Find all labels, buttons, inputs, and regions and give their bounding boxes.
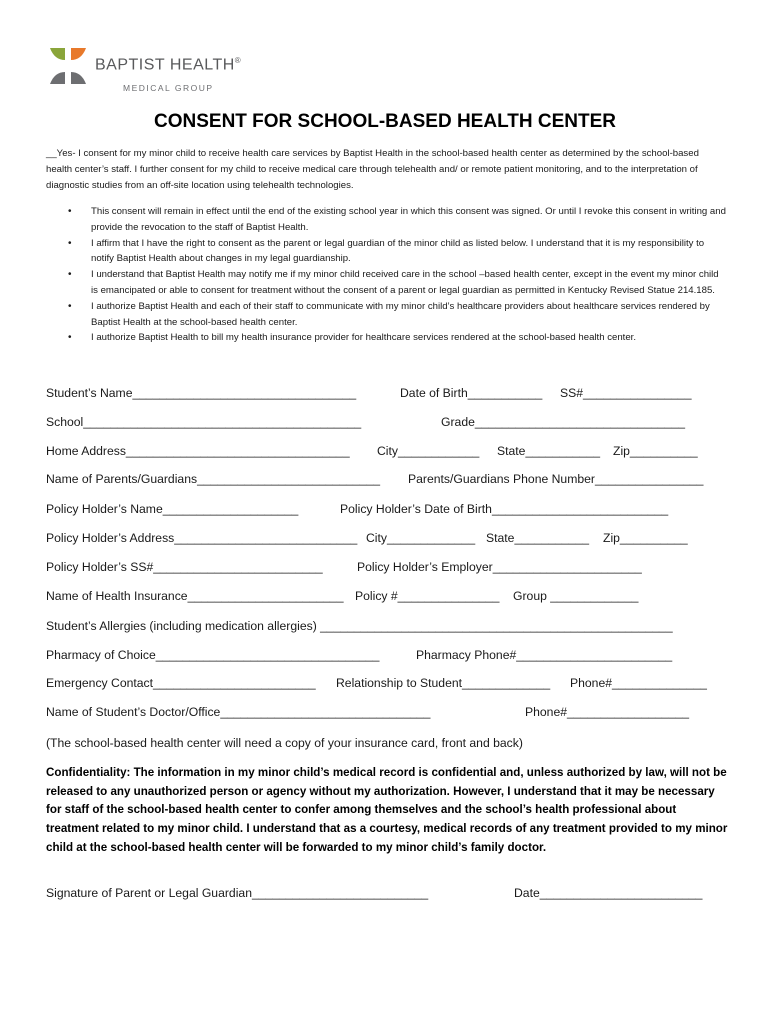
parents-row (46, 472, 726, 490)
policy-holder-zip-field[interactable]: Zip__________ (603, 531, 688, 545)
parents-phone-field[interactable]: Parents/Guardians Phone Number________________ (408, 472, 704, 486)
relationship-field[interactable]: Relationship to Student_____________ (336, 676, 551, 690)
insurance-card-note: (The school-based health center will need a copy of your insurance card, front and back) (46, 736, 523, 750)
confidentiality-paragraph: Confidentiality: The information in my minor child’s medical record is confidential and, unless authorized by law, will not be released to any unauthorized person or agency without my authorization. However, I understand that it may be necessary for staff of the school-based health center to confer among themselves and the school’s health professional about treatment related to my minor child. I understand that as a courtesy, medical records of any treatment provided to my minor child at the school-based health center will be forwarded to my minor child’s family doctor. (46, 766, 728, 854)
zip-field[interactable]: Zip__________ (613, 444, 698, 458)
leaf-mark-icon (48, 46, 88, 88)
signature-row (46, 886, 726, 904)
policy-holder-state-field[interactable]: State___________ (486, 531, 590, 545)
policy-holder-employer-field[interactable]: Policy Holder’s Employer______________________ (357, 560, 642, 574)
consent-bullets (46, 204, 728, 346)
policy-holder-address-row (46, 531, 726, 549)
student-row (46, 386, 726, 404)
bullet-item: • I understand that Baptist Health may notify me if my minor child received care in the school –based health center, except in the event my minor child is emancipated or able to consent for treatment without the consent of a parent or legal guardian as permitted in Kentucky Revised Statue 214.185. (46, 267, 728, 299)
policy-holder-address-field[interactable]: Policy Holder’s Address___________________________ (46, 531, 358, 545)
parents-name-field[interactable]: Name of Parents/Guardians___________________________ (46, 472, 381, 486)
bullet-item: • I authorize Baptist Health and each of their staff to communicate with my minor child’s healthcare providers about healthcare services rendered by Baptist Health at the school-based health center. (46, 299, 728, 331)
city-field[interactable]: City____________ (377, 444, 480, 458)
page-title: CONSENT FOR SCHOOL-BASED HEALTH CENTER (154, 111, 616, 132)
brand-name: BAPTIST HEALTH® (95, 56, 242, 74)
policy-holder-ssn-row (46, 560, 726, 578)
student-name-field[interactable]: Student’s Name_________________________________ (46, 386, 357, 400)
insurance-row (46, 589, 726, 607)
brand-subtitle: MEDICAL GROUP (123, 83, 214, 93)
home-address-field[interactable]: Home Address_________________________________ (46, 444, 350, 458)
doctor-row (46, 705, 726, 723)
policy-holder-name-field[interactable]: Policy Holder’s Name____________________ (46, 502, 299, 516)
doctor-field[interactable]: Name of Student’s Doctor/Office_______________________________ (46, 705, 431, 719)
bullet-item: • I affirm that I have the right to consent as the parent or legal guardian of the minor child as listed below. I understand that it is my responsibility to notify Baptist Health about changes in my legal guardianship. (46, 236, 728, 268)
grade-field[interactable]: Grade_______________________________ (441, 415, 685, 429)
bullet-item: • I authorize Baptist Health to bill my health insurance provider for healthcare services rendered at the school-based health center. (46, 330, 728, 346)
pharmacy-phone-field[interactable]: Pharmacy Phone#_______________________ (416, 648, 673, 662)
ssn-field[interactable]: SS#________________ (560, 386, 692, 400)
policy-holder-ssn-field[interactable]: Policy Holder’s SS#_________________________ (46, 560, 323, 574)
bullet-item: • This consent will remain in effect until the end of the existing school year in which this consent was signed. Or until I revoke this consent in writing and provide the revocation to the staff of Baptist Health. (46, 204, 728, 236)
state-field[interactable]: State___________ (497, 444, 601, 458)
address-row (46, 444, 726, 462)
school-field[interactable]: School_________________________________________ (46, 415, 362, 429)
consent-intro: __Yes- I consent for my minor child to receive health care services by Baptist Health in the school-based health center as determined by the school-based health center’s staff. I further consent for my child to receive medical care through telehealth and/ or remote patient monitoring, and to the interpretation of diagnostic studies from an off-site location using telehealth technologies. (46, 148, 699, 191)
emergency-contact-field[interactable]: Emergency Contact________________________ (46, 676, 316, 690)
policy-number-field[interactable]: Policy #_______________ (355, 589, 500, 603)
emergency-phone-field[interactable]: Phone#______________ (570, 676, 707, 690)
signature-date-field[interactable]: Date________________________ (514, 886, 703, 900)
baptist-health-logo (48, 44, 258, 96)
signature-field[interactable]: Signature of Parent or Legal Guardian__________________________ (46, 886, 429, 900)
emergency-row (46, 676, 726, 694)
allergies-field[interactable]: Student’s Allergies (including medication allergies) ____________________________________________________ (46, 619, 673, 633)
doctor-phone-field[interactable]: Phone#__________________ (525, 705, 690, 719)
date-of-birth-field[interactable]: Date of Birth___________ (400, 386, 543, 400)
pharmacy-field[interactable]: Pharmacy of Choice_________________________________ (46, 648, 380, 662)
school-row (46, 415, 726, 433)
pharmacy-row (46, 648, 726, 666)
policy-holder-row (46, 502, 726, 520)
health-insurance-field[interactable]: Name of Health Insurance_______________________ (46, 589, 344, 603)
policy-holder-dob-field[interactable]: Policy Holder’s Date of Birth__________________________ (340, 502, 669, 516)
policy-holder-city-field[interactable]: City_____________ (366, 531, 476, 545)
group-field[interactable]: Group _____________ (513, 589, 639, 603)
allergies-row (46, 619, 726, 637)
